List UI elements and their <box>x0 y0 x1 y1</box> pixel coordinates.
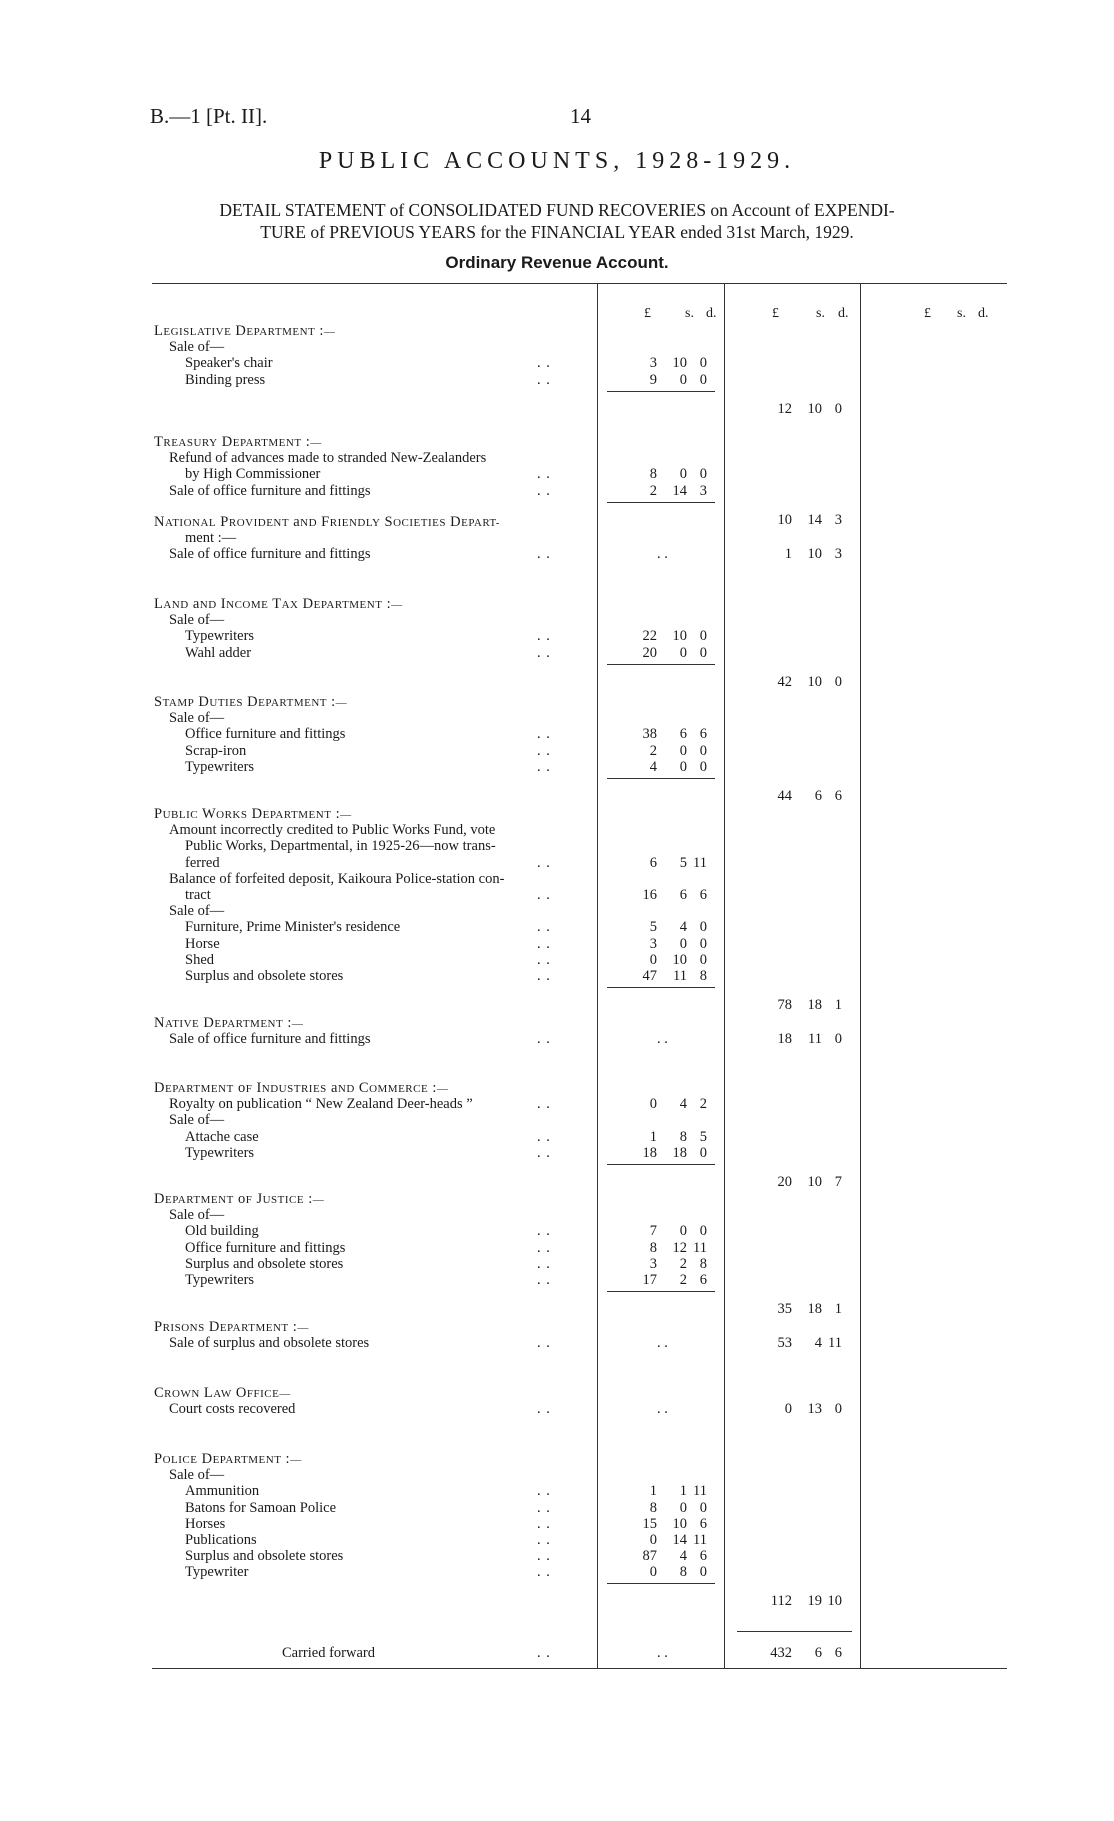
line-item-label: Binding press <box>185 371 266 388</box>
section-total-pounds: 18 <box>777 1031 792 1048</box>
col2-pound-header: £ <box>772 306 779 321</box>
section-total-pounds: 35 <box>777 1301 792 1317</box>
col2-pence-header: d. <box>838 306 849 321</box>
line-item-label: Court costs recovered <box>169 1401 296 1418</box>
line-item-label: Ammunition <box>185 1483 260 1500</box>
line-item-label: Surplus and obsolete stores <box>185 1255 344 1272</box>
line-item-label: Sale of— <box>169 1112 225 1129</box>
column-divider <box>724 284 725 1668</box>
item-amount-pence: 3 <box>699 482 707 499</box>
item-amount-pence: 5 <box>699 1128 707 1145</box>
leader-dots: . . <box>537 1401 551 1418</box>
item-amount-pounds: 4 <box>649 758 657 775</box>
item-amount-pence: 0 <box>699 951 707 968</box>
section-total-shillings: 13 <box>807 1401 822 1418</box>
line-item-label: Sale of— <box>169 1207 225 1224</box>
section-total-pounds: 44 <box>777 787 792 804</box>
col3-pence-header: d. <box>978 306 989 321</box>
item-amount-shillings: 4 <box>679 919 687 936</box>
line-item-label: tract <box>185 887 211 903</box>
section-title: LAND aND INCOME TAX DEPARTMENT :— <box>154 596 403 612</box>
statement-subtitle-line2: TURE of PREVIOUS YEARS for the FINANCIAL YEAR ended 31st March, 1929. <box>260 222 854 242</box>
line-item-label: Office furniture and fittings <box>185 726 346 743</box>
leader-dots: . . <box>537 887 551 903</box>
page-number: 14 <box>570 104 591 128</box>
section-title: POLICE DEPARTMENT :— <box>154 1451 302 1467</box>
item-amount-pounds: 20 <box>642 644 657 661</box>
line-item-label: Wahl adder <box>185 644 252 661</box>
item-amount-shillings: 0 <box>679 935 687 952</box>
item-amount-pence: 8 <box>699 1255 707 1272</box>
item-amount-pounds: 0 <box>649 1564 657 1581</box>
item-amount-shillings: 4 <box>679 1096 687 1113</box>
item-amount-pounds: 3 <box>649 355 657 372</box>
line-item-label: Surplus and obsolete stores <box>185 1548 344 1565</box>
item-amount-shillings: 14 <box>672 482 687 499</box>
item-amount-pence: 0 <box>699 466 707 483</box>
subtotal-rule <box>607 1583 715 1584</box>
leader-dots: . . <box>537 1239 551 1256</box>
item-amount-pounds: 17 <box>642 1272 657 1288</box>
item-amount-pence: 0 <box>699 371 707 388</box>
column-divider <box>597 284 598 1668</box>
item-amount-shillings: 1 <box>679 1483 687 1500</box>
item-amount-shillings: 11 <box>673 968 687 984</box>
statement-subtitle-line1: DETAIL STATEMENT of CONSOLIDATED FUND RECOVERIES on Account of EXPENDI- <box>219 200 895 220</box>
subtotal-rule <box>607 391 715 392</box>
col3-shilling-header: s. <box>957 306 966 321</box>
carried-forward-label: Carried forward <box>282 1645 375 1661</box>
section-total-shillings: 18 <box>807 997 822 1013</box>
section-total-pence: 1 <box>834 997 842 1013</box>
item-amount-pounds: 2 <box>649 742 657 759</box>
item-amount-pence: 8 <box>699 968 707 984</box>
leader-dots: . . <box>537 1548 551 1565</box>
section-total-pounds: 10 <box>777 511 792 528</box>
leader-dots: . . <box>537 1645 551 1661</box>
section-total-pence: 0 <box>834 400 842 417</box>
item-amount-pence: 6 <box>699 887 707 903</box>
leader-dots: . . <box>537 628 551 645</box>
subtotal-rule <box>607 1291 715 1292</box>
section-title: LEGISLATIVE DEPARTMENT :— <box>154 323 336 339</box>
leader-dots: . . <box>537 1499 551 1516</box>
section-total-shillings: 10 <box>807 1173 822 1190</box>
line-item-label: Balance of forfeited deposit, Kaikoura Police-station con- <box>169 870 505 887</box>
item-amount-pence: 0 <box>699 644 707 661</box>
empty-item-dots: . . <box>657 1645 668 1661</box>
leader-dots: . . <box>537 1483 551 1500</box>
item-amount-pence: 11 <box>693 1483 707 1500</box>
item-amount-pence: 6 <box>699 726 707 743</box>
section-total-pounds: 20 <box>777 1173 792 1190</box>
line-item-label: Horses <box>185 1515 226 1532</box>
item-amount-shillings: 0 <box>679 1499 687 1516</box>
leader-dots: . . <box>537 1564 551 1581</box>
line-item-label: Refund of advances made to stranded New-Zealanders <box>169 450 487 467</box>
line-item-label: Typewriter <box>185 1564 249 1581</box>
leader-dots: . . <box>537 1144 551 1161</box>
item-amount-shillings: 10 <box>672 1515 687 1532</box>
section-total-pence: 1 <box>834 1301 842 1317</box>
line-item-label: Batons for Samoan Police <box>185 1499 337 1516</box>
item-amount-shillings: 10 <box>672 951 687 968</box>
item-amount-pounds: 8 <box>649 466 657 483</box>
item-amount-pounds: 1 <box>649 1128 657 1145</box>
line-item-label: Old building <box>185 1223 259 1240</box>
empty-item-dots: . . <box>657 1401 668 1418</box>
leader-dots: . . <box>537 1255 551 1272</box>
item-amount-pounds: 8 <box>649 1239 657 1256</box>
section-total-shillings: 11 <box>808 1031 822 1048</box>
section-total-pence: 6 <box>834 787 842 804</box>
section-total-pounds: 0 <box>784 1401 792 1418</box>
col1-shilling-header: s. <box>685 306 694 321</box>
line-item-label: Typewriters <box>185 758 255 775</box>
leader-dots: . . <box>537 1532 551 1548</box>
item-amount-pence: 0 <box>699 742 707 759</box>
line-item-label: by High Commissioner <box>185 466 321 483</box>
item-amount-shillings: 10 <box>672 355 687 372</box>
section-total-pence: 11 <box>828 1335 842 1352</box>
item-amount-shillings: 6 <box>679 726 687 743</box>
line-item-label: Attache case <box>185 1128 259 1145</box>
leader-dots: . . <box>537 1515 551 1532</box>
leader-dots: . . <box>537 482 551 499</box>
line-item-label: ferred <box>185 854 220 871</box>
leader-dots: . . <box>537 742 551 759</box>
section-total-shillings: 4 <box>814 1335 822 1352</box>
col2-shilling-header: s. <box>816 306 825 321</box>
line-item-label: Sale of— <box>169 903 225 920</box>
section-title: PUBLIC WORKS DEPARTMENT :— <box>154 806 352 822</box>
section-total-pounds: 53 <box>777 1335 792 1352</box>
item-amount-shillings: 18 <box>672 1144 687 1161</box>
leader-dots: . . <box>537 466 551 483</box>
item-amount-pounds: 8 <box>649 1499 657 1516</box>
leader-dots: . . <box>537 355 551 372</box>
item-amount-shillings: 0 <box>679 758 687 775</box>
section-total-pence: 0 <box>834 673 842 690</box>
line-item-label: Amount incorrectly credited to Public Works Fund, vote <box>169 822 496 839</box>
section-total-pence: 0 <box>834 1031 842 1048</box>
section-total-pounds: 78 <box>777 997 792 1013</box>
item-amount-shillings: 10 <box>672 628 687 645</box>
item-amount-pounds: 3 <box>649 1255 657 1272</box>
item-amount-pence: 6 <box>699 1272 707 1288</box>
item-amount-shillings: 6 <box>679 887 687 903</box>
section-title: DEPARTMENT oF INDUSTRIES aND COMMERCE :— <box>154 1080 449 1096</box>
section-total-pence: 0 <box>834 1401 842 1418</box>
item-amount-pounds: 18 <box>642 1144 657 1161</box>
item-amount-shillings: 2 <box>679 1272 687 1288</box>
leader-dots: . . <box>537 546 551 563</box>
item-amount-shillings: 2 <box>679 1255 687 1272</box>
section-title: PRISONS DEPARTMENT :— <box>154 1319 309 1335</box>
leader-dots: . . <box>537 935 551 952</box>
account-heading: Ordinary Revenue Account. <box>445 253 669 272</box>
item-amount-shillings: 0 <box>679 466 687 483</box>
leader-dots: . . <box>537 1096 551 1113</box>
line-item-label: Sale of office furniture and fittings <box>169 1031 371 1048</box>
section-title: STAMP DUTIES DEPARTMENT :— <box>154 694 348 710</box>
leader-dots: . . <box>537 968 551 984</box>
item-amount-pence: 0 <box>699 1564 707 1581</box>
section-total-shillings: 10 <box>807 546 822 563</box>
item-amount-pence: 11 <box>693 1239 707 1256</box>
item-amount-pounds: 6 <box>649 854 657 871</box>
item-amount-pounds: 7 <box>649 1223 657 1240</box>
leader-dots: . . <box>537 371 551 388</box>
col3-pound-header: £ <box>924 306 931 321</box>
item-amount-pounds: 3 <box>649 935 657 952</box>
item-amount-pence: 0 <box>699 1144 707 1161</box>
section-total-shillings: 6 <box>814 787 822 804</box>
section-total-pounds: 112 <box>770 1593 792 1610</box>
item-amount-shillings: 0 <box>679 371 687 388</box>
item-amount-pence: 6 <box>699 1548 707 1565</box>
line-item-label: Furniture, Prime Minister's residence <box>185 919 401 936</box>
empty-item-dots: . . <box>657 546 668 563</box>
subtotal-rule <box>607 502 715 503</box>
subtotal-rule <box>607 1164 715 1165</box>
line-item-label: Sale of— <box>169 710 225 727</box>
line-item-label: Scrap-iron <box>185 742 247 759</box>
item-amount-pounds: 15 <box>642 1515 657 1532</box>
leader-dots: . . <box>537 758 551 775</box>
section-total-pounds: 42 <box>777 673 792 690</box>
line-item-label: Sale of— <box>169 612 225 629</box>
item-amount-pence: 2 <box>699 1096 707 1113</box>
item-amount-shillings: 0 <box>679 1223 687 1240</box>
item-amount-shillings: 8 <box>679 1564 687 1581</box>
line-item-label: Public Works, Departmental, in 1925-26—now trans- <box>185 838 496 855</box>
subtotal-rule <box>607 987 715 988</box>
line-item-label: Typewriters <box>185 1272 255 1288</box>
item-amount-pence: 0 <box>699 355 707 372</box>
item-amount-pounds: 1 <box>649 1483 657 1500</box>
leader-dots: . . <box>537 1031 551 1048</box>
line-item-label: Publications <box>185 1532 257 1548</box>
item-amount-pounds: 9 <box>649 371 657 388</box>
line-item-label: Typewriters <box>185 1144 255 1161</box>
document-reference: B.—1 [Pt. II]. <box>150 104 268 128</box>
leader-dots: . . <box>537 1335 551 1352</box>
section-title: DEPARTMENT oF JUSTICE :— <box>154 1191 325 1207</box>
line-item-label: Typewriters <box>185 628 255 645</box>
leader-dots: . . <box>537 1272 551 1288</box>
subtotal-rule <box>607 664 715 665</box>
carried-forward-amount-pence: 6 <box>834 1645 842 1661</box>
item-amount-pence: 6 <box>699 1515 707 1532</box>
item-amount-shillings: 4 <box>679 1548 687 1565</box>
leader-dots: . . <box>537 951 551 968</box>
column-divider <box>860 284 861 1668</box>
section-total-pence: 7 <box>834 1173 842 1190</box>
leader-dots: . . <box>537 726 551 743</box>
item-amount-shillings: 12 <box>672 1239 687 1256</box>
section-total-pence: 3 <box>834 546 842 563</box>
item-amount-pence: 11 <box>693 854 707 871</box>
item-amount-pence: 11 <box>693 1532 707 1548</box>
item-amount-pence: 0 <box>699 1223 707 1240</box>
item-amount-pounds: 22 <box>642 628 657 645</box>
item-amount-pounds: 0 <box>649 951 657 968</box>
empty-item-dots: . . <box>657 1031 668 1048</box>
section-total-pounds: 1 <box>784 546 792 563</box>
line-item-label: Royalty on publication “ New Zealand Deer-heads ” <box>169 1096 473 1113</box>
leader-dots: . . <box>537 644 551 661</box>
col1-pence-header: d. <box>706 306 717 321</box>
page-title: PUBLIC ACCOUNTS, 1928-1929. <box>318 148 796 174</box>
section-total-shillings: 19 <box>807 1593 822 1610</box>
item-amount-pence: 0 <box>699 1499 707 1516</box>
item-amount-pence: 0 <box>699 935 707 952</box>
item-amount-pounds: 87 <box>642 1548 657 1565</box>
item-amount-pence: 0 <box>699 628 707 645</box>
section-total-pence: 10 <box>827 1593 842 1610</box>
item-amount-shillings: 8 <box>679 1128 687 1145</box>
line-item-label: Shed <box>185 951 214 968</box>
item-amount-pounds: 5 <box>649 919 657 936</box>
empty-item-dots: . . <box>657 1335 668 1352</box>
leader-dots: . . <box>537 854 551 871</box>
recoveries-table <box>152 283 1007 1669</box>
carried-forward-amount-pounds: 432 <box>770 1645 792 1661</box>
item-amount-pounds: 0 <box>649 1532 657 1548</box>
line-item-label: Sale of surplus and obsolete stores <box>169 1335 370 1352</box>
carried-forward-amount-shillings: 6 <box>814 1645 822 1661</box>
item-amount-shillings: 0 <box>679 742 687 759</box>
section-title: NATIONAL PROVIDENT aND FRIENDLY SOCIETIES DEPART- <box>154 514 500 530</box>
item-amount-pence: 0 <box>699 758 707 775</box>
section-title: NATIVE DEPARTMENT :— <box>154 1015 304 1031</box>
line-item-label: Office furniture and fittings <box>185 1239 346 1256</box>
item-amount-shillings: 14 <box>672 1532 687 1548</box>
leader-dots: . . <box>537 919 551 936</box>
total-rule <box>737 1631 852 1632</box>
line-item-label: Sale of office furniture and fittings <box>169 546 371 563</box>
line-item-label: Horse <box>185 935 220 952</box>
section-total-pence: 3 <box>834 511 842 528</box>
item-amount-pounds: 16 <box>642 887 657 903</box>
item-amount-pounds: 38 <box>642 726 657 743</box>
section-total-shillings: 10 <box>807 400 822 417</box>
item-amount-shillings: 0 <box>679 644 687 661</box>
line-item-label: ment :— <box>185 530 237 547</box>
item-amount-pence: 0 <box>699 919 707 936</box>
line-item-label: Sale of— <box>169 339 225 356</box>
section-total-shillings: 10 <box>807 673 822 690</box>
item-amount-shillings: 5 <box>679 854 687 871</box>
col1-pound-header: £ <box>644 306 651 321</box>
line-item-label: Sale of office furniture and fittings <box>169 482 371 499</box>
item-amount-pounds: 2 <box>649 482 657 499</box>
subtotal-rule <box>607 778 715 779</box>
line-item-label: Surplus and obsolete stores <box>185 968 344 984</box>
line-item-label: Speaker's chair <box>185 355 273 372</box>
section-total-shillings: 14 <box>807 511 822 528</box>
section-title: CROWN LAW OFFICE— <box>154 1385 291 1401</box>
section-total-shillings: 18 <box>807 1301 822 1317</box>
leader-dots: . . <box>537 1223 551 1240</box>
item-amount-pounds: 47 <box>642 968 657 984</box>
item-amount-pounds: 0 <box>649 1096 657 1113</box>
leader-dots: . . <box>537 1128 551 1145</box>
section-title: TREASURY DEPARTMENT :— <box>154 434 322 450</box>
line-item-label: Sale of— <box>169 1467 225 1484</box>
section-total-pounds: 12 <box>777 400 792 417</box>
